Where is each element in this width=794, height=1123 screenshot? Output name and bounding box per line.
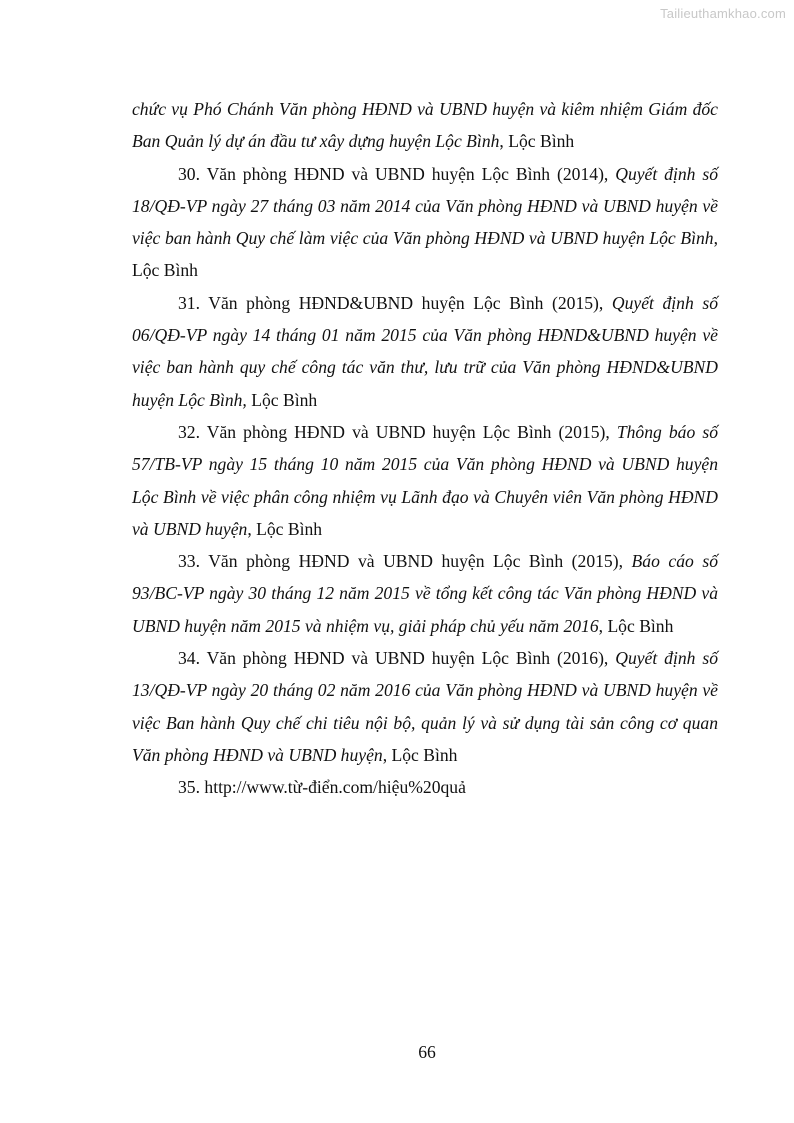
reference-item-32: 32. Văn phòng HĐND và UBND huyện Lộc Bình (2015), Thông báo số 57/TB-VP ngày 15 tháng 10 năm 2015 của Văn phòng HĐND và UBND huyện Lộc Bình về việc phân công nhiệm vụ Lãnh đạo và Chuyên viên Văn phòng HĐND và UBND huyện, Lộc Bình: [132, 421, 718, 539]
reference-item-30: 30. Văn phòng HĐND và UBND huyện Lộc Bình (2014), Quyết định số 18/QĐ-VP ngày 27 tháng 03 năm 2014 của Văn phòng HĐND và UBND huyện về việc ban hành Quy chế làm việc của Văn phòng HĐND và UBND huyện Lộc Bình, Lộc Bình: [132, 163, 719, 281]
reference-item-33: 33. Văn phòng HĐND và UBND huyện Lộc Bình (2015), Báo cáo số 93/BC-VP ngày 30 tháng 12 năm 2015 về tổng kết công tác Văn phòng HĐND và UBND huyện năm 2015 và nhiệm vụ, giải pháp chủ yếu năm 2016, Lộc Bình: [132, 551, 718, 636]
reference-item-29-continuation: chức vụ Phó Chánh Văn phòng HĐND và UBND huyện và kiêm nhiệm Giám đốc Ban Quản lý dự án đầu tư xây dựng huyện Lộc Bình, Lộc Bình: [132, 99, 718, 152]
reference-title: Thông báo số 57/TB-VP ngày 15 tháng 10 năm 2015 của Văn phòng HĐND và UBND huyện Lộc Bình về việc phân công nhiệm vụ Lãnh đạo và Chuyên viên Văn phòng HĐND và UBND huyện: [132, 421, 718, 539]
page-number: 66: [418, 1042, 436, 1062]
reference-item-35: [132, 771, 718, 803]
watermark: Tailieuthamkhao.com: [660, 6, 786, 21]
reference-title: Quyết định số 13/QĐ-VP ngày 20 tháng 02 năm 2016 của Văn phòng HĐND và UBND huyện về việc Ban hành Quy chế chi tiêu nội bộ, quản lý và sử dụng tài sản công cơ quan Văn phòng HĐND và UBND huyện: [132, 648, 719, 765]
reference-title: chức vụ Phó Chánh Văn phòng HĐND và UBND huyện và kiêm nhiệm Giám đốc Ban Quản lý dự án đầu tư xây dựng huyện Lộc Bình: [132, 99, 718, 152]
reference-title: Quyết định số 18/QĐ-VP ngày 27 tháng 03 năm 2014 của Văn phòng HĐND và UBND huyện về việc ban hành Quy chế làm việc của Văn phòng HĐND và UBND huyện Lộc Bình: [132, 163, 719, 249]
reference-title: Quyết định số 06/QĐ-VP ngày 14 tháng 01 năm 2015 của Văn phòng HĐND&UBND huyện về việc ban hành quy chế công tác văn thư, lưu trữ của Văn phòng HĐND&UBND huyện Lộc Bình,: [132, 292, 718, 410]
reference-item-34: 34. Văn phòng HĐND và UBND huyện Lộc Bình (2016), Quyết định số 13/QĐ-VP ngày 20 tháng 02 năm 2016 của Văn phòng HĐND và UBND huyện về việc Ban hành Quy chế chi tiêu nội bộ, quản lý và sử dụng tài sản công cơ quan Văn phòng HĐND và UBND huyện, Lộc Bình: [132, 648, 719, 765]
reference-item-31: 31. Văn phòng HĐND&UBND huyện Lộc Bình (2015), Quyết định số 06/QĐ-VP ngày 14 tháng 01 năm 2015 của Văn phòng HĐND&UBND huyện về việc ban hành quy chế công tác văn thư, lưu trữ của Văn phòng HĐND&UBND huyện Lộc Bình, Lộc Bình: [132, 292, 718, 410]
reference-list: [132, 93, 718, 804]
reference-url: 35. http://www.từ-điển.com/hiệu%20quả: [178, 777, 466, 798]
reference-title: Báo cáo số 93/BC-VP ngày 30 tháng 12 năm 2015 về tổng kết công tác Văn phòng HĐND và UBND huyện năm 2015 và nhiệm vụ, giải pháp chủ yếu năm 2016: [132, 551, 718, 636]
